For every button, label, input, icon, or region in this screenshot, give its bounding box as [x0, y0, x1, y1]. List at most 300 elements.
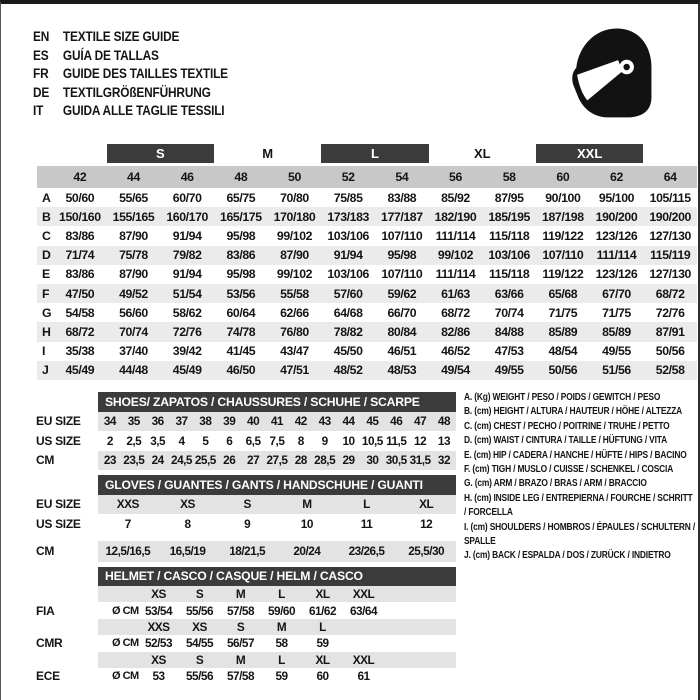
helmet-value-cell: 61 [357, 669, 370, 684]
corner-cell [37, 166, 53, 188]
table-cell: 65/75 [226, 190, 256, 205]
table-cell: 70/74 [494, 305, 524, 320]
helmet-unit-label: Ø CM [112, 670, 139, 683]
helmet-value-cell: 59/60 [267, 603, 296, 618]
table-cell: 111/114 [435, 228, 476, 243]
helmet-unit-spacer [98, 586, 138, 602]
table-cell: 165/175 [220, 209, 262, 224]
table-cell: 85/92 [441, 190, 470, 205]
gloves-cell: 12 [420, 516, 433, 531]
band-filler [343, 619, 456, 635]
gloves-cell: 7 [124, 516, 131, 531]
gloves-row-band [98, 541, 456, 562]
shoes-cell: 36 [151, 414, 164, 429]
table-cell: 57/60 [333, 286, 363, 301]
language-label: GUIDE DES TAILLES TEXTILE [62, 66, 228, 82]
helmet-body [26, 586, 456, 684]
helmet-size-header: M [276, 619, 287, 634]
table-cell: 47/53 [494, 344, 524, 359]
size-column-header: 52 [341, 170, 355, 184]
table-cell: 49/52 [119, 286, 148, 301]
gloves-row [26, 541, 456, 562]
shoes-row-band [98, 431, 456, 451]
table-cell: 51/54 [172, 286, 202, 301]
shoes-cell: 47 [414, 414, 427, 429]
table-cell: 111/114 [596, 248, 637, 263]
gloves-cell: 18/21,5 [229, 544, 266, 558]
shoes-row-band [98, 412, 456, 432]
row-label: A [42, 190, 51, 205]
gloves-cell: 12,5/16,5 [105, 544, 151, 558]
table-cell: 45/49 [65, 363, 95, 378]
shoes-title: SHOES/ ZAPATOS / CHAUSSURES / SCHUHE / SCARPE [98, 392, 456, 412]
size-group-xl: XL [474, 146, 491, 161]
table-cell: 123/126 [595, 267, 638, 282]
size-column-header: 42 [73, 170, 87, 184]
gloves-cell: 9 [244, 516, 251, 531]
table-cell: 70/74 [119, 324, 148, 339]
helmet-value-cell: 53/54 [144, 603, 173, 618]
shoes-cell: 9 [321, 433, 328, 448]
shoes-cell: 2 [106, 433, 113, 448]
table-cell: 48/54 [548, 344, 578, 359]
shoes-cell: 3,5 [150, 433, 166, 448]
table-cell: 39/42 [172, 344, 202, 359]
gloves-row-label: US SIZE [36, 516, 81, 531]
table-cell: 63/66 [494, 286, 524, 301]
language-code: DE [33, 84, 50, 100]
table-cell: 103/106 [327, 267, 369, 282]
helmet-value-cell: 52/53 [144, 636, 173, 651]
gloves-cell: 20/24 [293, 544, 321, 558]
table-cell: 155/165 [112, 209, 155, 224]
table-cell: 50/56 [655, 344, 685, 359]
shoes-header-row [26, 392, 456, 412]
shoes-cell: 40 [247, 414, 260, 429]
shoes-cell: 41 [270, 414, 283, 429]
helmet-value-cell: 56/57 [226, 636, 255, 651]
table-row [37, 303, 697, 322]
table-cell: 95/98 [226, 228, 256, 243]
row-label: C [42, 228, 51, 243]
size-group-m: M [262, 146, 274, 161]
shoes-cell: 43 [318, 414, 331, 429]
shoes-cell: 11,5 [386, 433, 407, 448]
table-row [37, 246, 697, 265]
shoes-cell: 42 [294, 414, 307, 429]
row-label: J [42, 363, 49, 378]
shoes-cell: 38 [199, 414, 212, 429]
textile-size-table [37, 144, 697, 380]
shoes-cell: 12 [414, 433, 427, 448]
table-cell: 107/110 [381, 267, 423, 282]
table-cell: 76/80 [280, 324, 309, 339]
shoes-cell: 28 [294, 453, 307, 468]
table-cell: 49/55 [494, 363, 524, 378]
table-cell: 68/72 [655, 286, 685, 301]
table-cell: 78/82 [333, 324, 363, 339]
table-row [37, 226, 697, 245]
helmet-unit-spacer [98, 619, 138, 635]
helmet-size-row-label [26, 652, 98, 668]
helmet-size-header: M [235, 587, 246, 602]
row-label: B [42, 209, 51, 224]
table-cell: 83/86 [65, 228, 95, 243]
shoes-cell: 35 [127, 414, 140, 429]
table-row [37, 361, 697, 380]
shoes-cell: 30 [366, 453, 379, 468]
shoes-cell: 46 [390, 414, 403, 429]
size-number-row [37, 166, 697, 188]
table-row [37, 265, 697, 284]
language-label: TEXTILGRÖßENFÜHRUNG [62, 84, 211, 100]
language-row [33, 47, 228, 66]
row-label: H [42, 324, 51, 339]
shoes-row [26, 451, 456, 471]
table-cell: 50/60 [65, 190, 95, 205]
size-group-row [37, 144, 697, 163]
size-group-s: S [107, 144, 214, 163]
table-cell: 119/122 [542, 228, 584, 243]
language-code: FR [33, 66, 49, 82]
table-cell: 72/76 [655, 305, 685, 320]
gloves-cell: XS [180, 497, 195, 512]
table-cell: 91/94 [172, 228, 202, 243]
gloves-row [26, 495, 456, 515]
table-cell: 71/75 [602, 305, 631, 320]
table-cell: 48/53 [387, 363, 417, 378]
row-label: G [42, 305, 52, 320]
shoes-cell: 32 [437, 453, 451, 468]
helmet-size-header: XXL [352, 652, 375, 667]
shoes-cell: 5 [202, 433, 209, 448]
row-label: E [42, 267, 50, 282]
shoes-row [26, 431, 456, 451]
table-cell: 103/106 [488, 248, 530, 263]
helmet-value-cell: 57/58 [226, 603, 255, 618]
gloves-cell: XL [419, 497, 434, 512]
language-label: TEXTILE SIZE GUIDE [62, 29, 180, 44]
gloves-row-band [98, 514, 456, 534]
table-cell: 190/200 [649, 209, 691, 224]
table-cell: 44/48 [119, 363, 148, 378]
language-row [33, 102, 228, 121]
shoes-cell: 10,5 [361, 433, 383, 448]
shoes-cell: 37 [175, 414, 188, 429]
legend-item: H. (cm) INSIDE LEG / ENTREPIERNA / FOURCHE / SCHRITT / FORCELLA [464, 492, 693, 519]
shoes-section [26, 392, 456, 470]
shoes-cell: 44 [342, 414, 355, 429]
main-table-body [37, 188, 697, 380]
helmet-value-cell: 61/62 [308, 603, 337, 618]
language-list [33, 28, 228, 121]
language-label: GUIDA ALLE TAGLIE TESSILI [62, 103, 225, 119]
table-cell: 80/84 [387, 324, 417, 339]
helmet-size-header: M [235, 652, 246, 667]
table-cell: 43/47 [280, 344, 309, 359]
table-cell: 87/90 [280, 248, 309, 263]
table-cell: 55/58 [280, 286, 309, 301]
table-cell: 99/102 [276, 267, 313, 282]
table-cell: 60/64 [226, 305, 256, 320]
table-cell: 107/110 [542, 248, 584, 263]
table-cell: 83/86 [226, 248, 256, 263]
table-cell: 68/72 [65, 324, 95, 339]
helmet-value-band [98, 635, 456, 651]
table-row [37, 207, 697, 226]
helmet-size-header: XXS [147, 619, 170, 634]
size-column-header: 60 [556, 170, 570, 184]
table-cell: 74/78 [226, 324, 256, 339]
helmet-value-cell: 59 [275, 669, 288, 684]
helmet-title: HELMET / CASCO / CASQUE / HELM / CASCO [98, 567, 456, 587]
gloves-cell: 10 [300, 516, 313, 531]
gloves-body [26, 495, 456, 562]
table-cell: 87/95 [494, 190, 524, 205]
shoes-cell: 39 [223, 414, 236, 429]
row-label: I [42, 344, 46, 359]
legend-item: C. (cm) CHEST / PECHO / POITRINE / TRUHE / PETTO [464, 420, 670, 432]
table-cell: 127/130 [649, 228, 691, 243]
table-cell: 79/82 [172, 248, 202, 263]
table-cell: 83/86 [65, 267, 95, 282]
gloves-cell: 8 [184, 516, 191, 531]
table-cell: 85/89 [548, 324, 578, 339]
table-cell: 173/183 [327, 209, 369, 224]
shoes-cell: 26 [223, 453, 236, 468]
helmet-unit-label: Ø CM [112, 637, 139, 650]
helmet-size-band [98, 586, 456, 602]
size-column-header: 56 [449, 170, 462, 184]
table-cell: 71/75 [548, 305, 578, 320]
helmet-standard-label: ECE [36, 669, 60, 684]
table-row [37, 284, 697, 303]
shoes-cell: 48 [437, 414, 451, 429]
table-cell: 71/74 [65, 248, 95, 263]
shoes-row-label: EU SIZE [36, 414, 81, 429]
gloves-cell: L [363, 497, 370, 512]
legend-item: A. (Kg) WEIGHT / PESO / POIDS / GEWITCH / PESO [464, 392, 661, 403]
helmet-size-header: L [278, 587, 285, 602]
gloves-header-row [26, 475, 456, 495]
legend-item: D. (cm) WAIST / CINTURA / TAILLE / HÜFTUNG / VITA [464, 435, 668, 447]
gloves-cell: XXS [116, 497, 139, 512]
helmet-size-header: S [195, 652, 204, 667]
helmet-size-header: L [319, 619, 326, 634]
lower-tables [26, 392, 456, 684]
row-label: F [42, 286, 50, 301]
table-cell: 60/70 [172, 190, 202, 205]
table-cell: 48/52 [333, 363, 363, 378]
shoes-cell: 27,5 [266, 453, 288, 468]
helmet-value-cell: 63/64 [349, 603, 378, 618]
legend-item: B. (cm) HEIGHT / ALTURA / HAUTEUR / HÖHE / ALTEZZA [464, 406, 683, 418]
legend-item: J. (cm) BACK / ESPALDA / DOS / ZURÜCK / INDIETRO [464, 550, 671, 562]
gloves-row-band [98, 495, 456, 515]
table-cell: 72/76 [172, 324, 202, 339]
table-cell: 115/119 [650, 248, 691, 263]
row-label: D [42, 248, 51, 263]
shoes-cell: 23,5 [123, 453, 145, 468]
shoes-row-band [98, 451, 456, 471]
helmet-value-band [98, 602, 456, 618]
table-cell: 84/88 [494, 324, 524, 339]
table-cell: 49/54 [441, 363, 470, 378]
shoes-cell: 6,5 [245, 433, 261, 448]
legend-item: E. (cm) HIP / CADERA / HANCHE / HÜFTE / HIPS / BACINO [464, 449, 687, 461]
helmet-size-header: XS [151, 652, 166, 667]
table-cell: 95/98 [387, 248, 417, 263]
table-cell: 150/160 [59, 209, 101, 224]
table-cell: 68/72 [441, 305, 470, 320]
legend-item: I. (cm) SHOULDERS / HOMBROS / ÉPAULES / SCHULTERN / SPALLE [464, 521, 696, 548]
shoes-body [26, 412, 456, 471]
table-cell: 56/60 [119, 305, 148, 320]
shoes-cell: 8 [297, 433, 304, 448]
table-cell: 187/198 [542, 209, 584, 224]
shoes-cell: 2,5 [126, 433, 142, 448]
language-row [33, 65, 228, 84]
helmet-size-row [26, 619, 456, 635]
shoes-cell: 10 [342, 433, 355, 448]
size-group-l: L [321, 144, 428, 163]
table-cell: 119/122 [542, 267, 584, 282]
helmet-icon [570, 26, 656, 120]
helmet-size-header: XS [192, 619, 207, 634]
gloves-row [26, 514, 456, 534]
helmet-unit-spacer [98, 652, 138, 668]
helmet-size-header: XL [315, 652, 330, 667]
language-code: EN [33, 29, 50, 44]
table-cell: 123/126 [595, 228, 638, 243]
table-cell: 185/195 [488, 209, 530, 224]
table-cell: 61/63 [441, 286, 470, 301]
helmet-value-cell: 59 [316, 636, 329, 651]
table-cell: 49/55 [602, 344, 631, 359]
table-cell: 160/170 [166, 209, 208, 224]
helmet-value-cell: 55/56 [185, 669, 214, 684]
table-cell: 111/114 [435, 267, 476, 282]
shoes-cell: 45 [366, 414, 379, 429]
table-cell: 115/118 [489, 267, 530, 282]
helmet-size-header: L [278, 652, 285, 667]
shoes-cell: 31,5 [409, 453, 431, 468]
table-cell: 35/38 [65, 344, 95, 359]
gloves-cell: 23/26,5 [348, 544, 385, 558]
table-cell: 51/56 [602, 363, 631, 378]
band-filler [343, 635, 456, 651]
table-cell: 95/98 [226, 267, 256, 282]
table-cell: 99/102 [437, 248, 474, 263]
band-filler [384, 586, 456, 602]
table-cell: 46/52 [441, 344, 470, 359]
helmet-size-band [98, 652, 456, 668]
table-cell: 65/68 [548, 286, 578, 301]
gloves-cell: S [243, 497, 251, 512]
table-cell: 99/102 [276, 228, 313, 243]
size-column-header: 54 [395, 170, 409, 184]
table-cell: 66/70 [387, 305, 417, 320]
table-cell: 41/45 [226, 344, 256, 359]
table-cell: 177/187 [381, 209, 423, 224]
helmet-size-header: XXL [352, 587, 375, 602]
table-cell: 103/106 [327, 228, 369, 243]
gloves-title: GLOVES / GUANTES / GANTS / HANDSCHUHE / GUANTI [98, 475, 456, 495]
helmet-value-row [26, 602, 456, 618]
table-cell: 58/62 [172, 305, 202, 320]
shoes-row [26, 412, 456, 432]
table-cell: 127/130 [649, 267, 691, 282]
table-cell: 45/49 [172, 363, 202, 378]
shoes-cell: 4 [178, 433, 185, 448]
table-cell: 75/78 [119, 248, 148, 263]
table-row [37, 188, 697, 207]
table-cell: 45/50 [333, 344, 363, 359]
table-row [37, 322, 697, 341]
helmet-standard-label: CMR [36, 636, 63, 651]
table-cell: 87/90 [119, 228, 148, 243]
helmet-size-band [98, 619, 456, 635]
table-cell: 52/58 [655, 363, 685, 378]
size-column-header: 44 [127, 170, 140, 184]
table-cell: 67/70 [602, 286, 631, 301]
table-cell: 82/86 [441, 324, 470, 339]
table-cell: 95/100 [598, 190, 635, 205]
gloves-cell: 11 [360, 516, 373, 531]
shoes-cell: 29 [342, 453, 355, 468]
band-filler [384, 668, 456, 684]
table-cell: 182/190 [434, 209, 477, 224]
table-cell: 64/68 [333, 305, 363, 320]
language-row [33, 28, 228, 47]
table-cell: 105/115 [649, 190, 691, 205]
legend-item: F. (cm) TIGH / MUSLO / CUISSE / SCHENKEL / COSCIA [464, 464, 674, 476]
helmet-value-cell: 54/55 [185, 636, 214, 651]
helmet-size-header: XS [151, 587, 166, 602]
band-filler [384, 602, 456, 618]
table-cell: 170/180 [273, 209, 316, 224]
helmet-size-row [26, 586, 456, 602]
table-cell: 91/94 [333, 248, 363, 263]
size-group-xxl: XXL [536, 144, 643, 163]
table-cell: 83/88 [387, 190, 417, 205]
shoes-cell: 7,5 [269, 433, 285, 448]
size-column-header: 58 [502, 170, 516, 184]
helmet-size-header: S [195, 587, 204, 602]
shoes-cell: 25,5 [194, 453, 216, 468]
table-cell: 54/58 [65, 305, 95, 320]
helmet-value-cell: 58 [275, 636, 288, 651]
helmet-value-band [98, 668, 456, 684]
helmet-unit-label: Ø CM [112, 604, 139, 617]
language-row [33, 84, 228, 103]
shoes-cell: 24 [151, 453, 164, 468]
shoes-row-label: US SIZE [36, 433, 81, 448]
language-label: GUÍA DE TALLAS [62, 47, 159, 63]
helmet-size-row-label [26, 586, 98, 602]
shoes-cell: 24,5 [171, 453, 192, 468]
size-column-header: 64 [663, 170, 677, 184]
helmet-value-cell: 60 [316, 669, 329, 684]
shoes-cell: 23 [103, 453, 116, 468]
language-code: ES [33, 47, 49, 63]
table-cell: 53/56 [226, 286, 256, 301]
size-column-header: 48 [234, 170, 248, 184]
gloves-row-label: CM [36, 544, 55, 558]
helmet-value-row [26, 668, 456, 684]
helmet-value-cell: 57/58 [226, 669, 255, 684]
shoes-cell: 27 [247, 453, 260, 468]
